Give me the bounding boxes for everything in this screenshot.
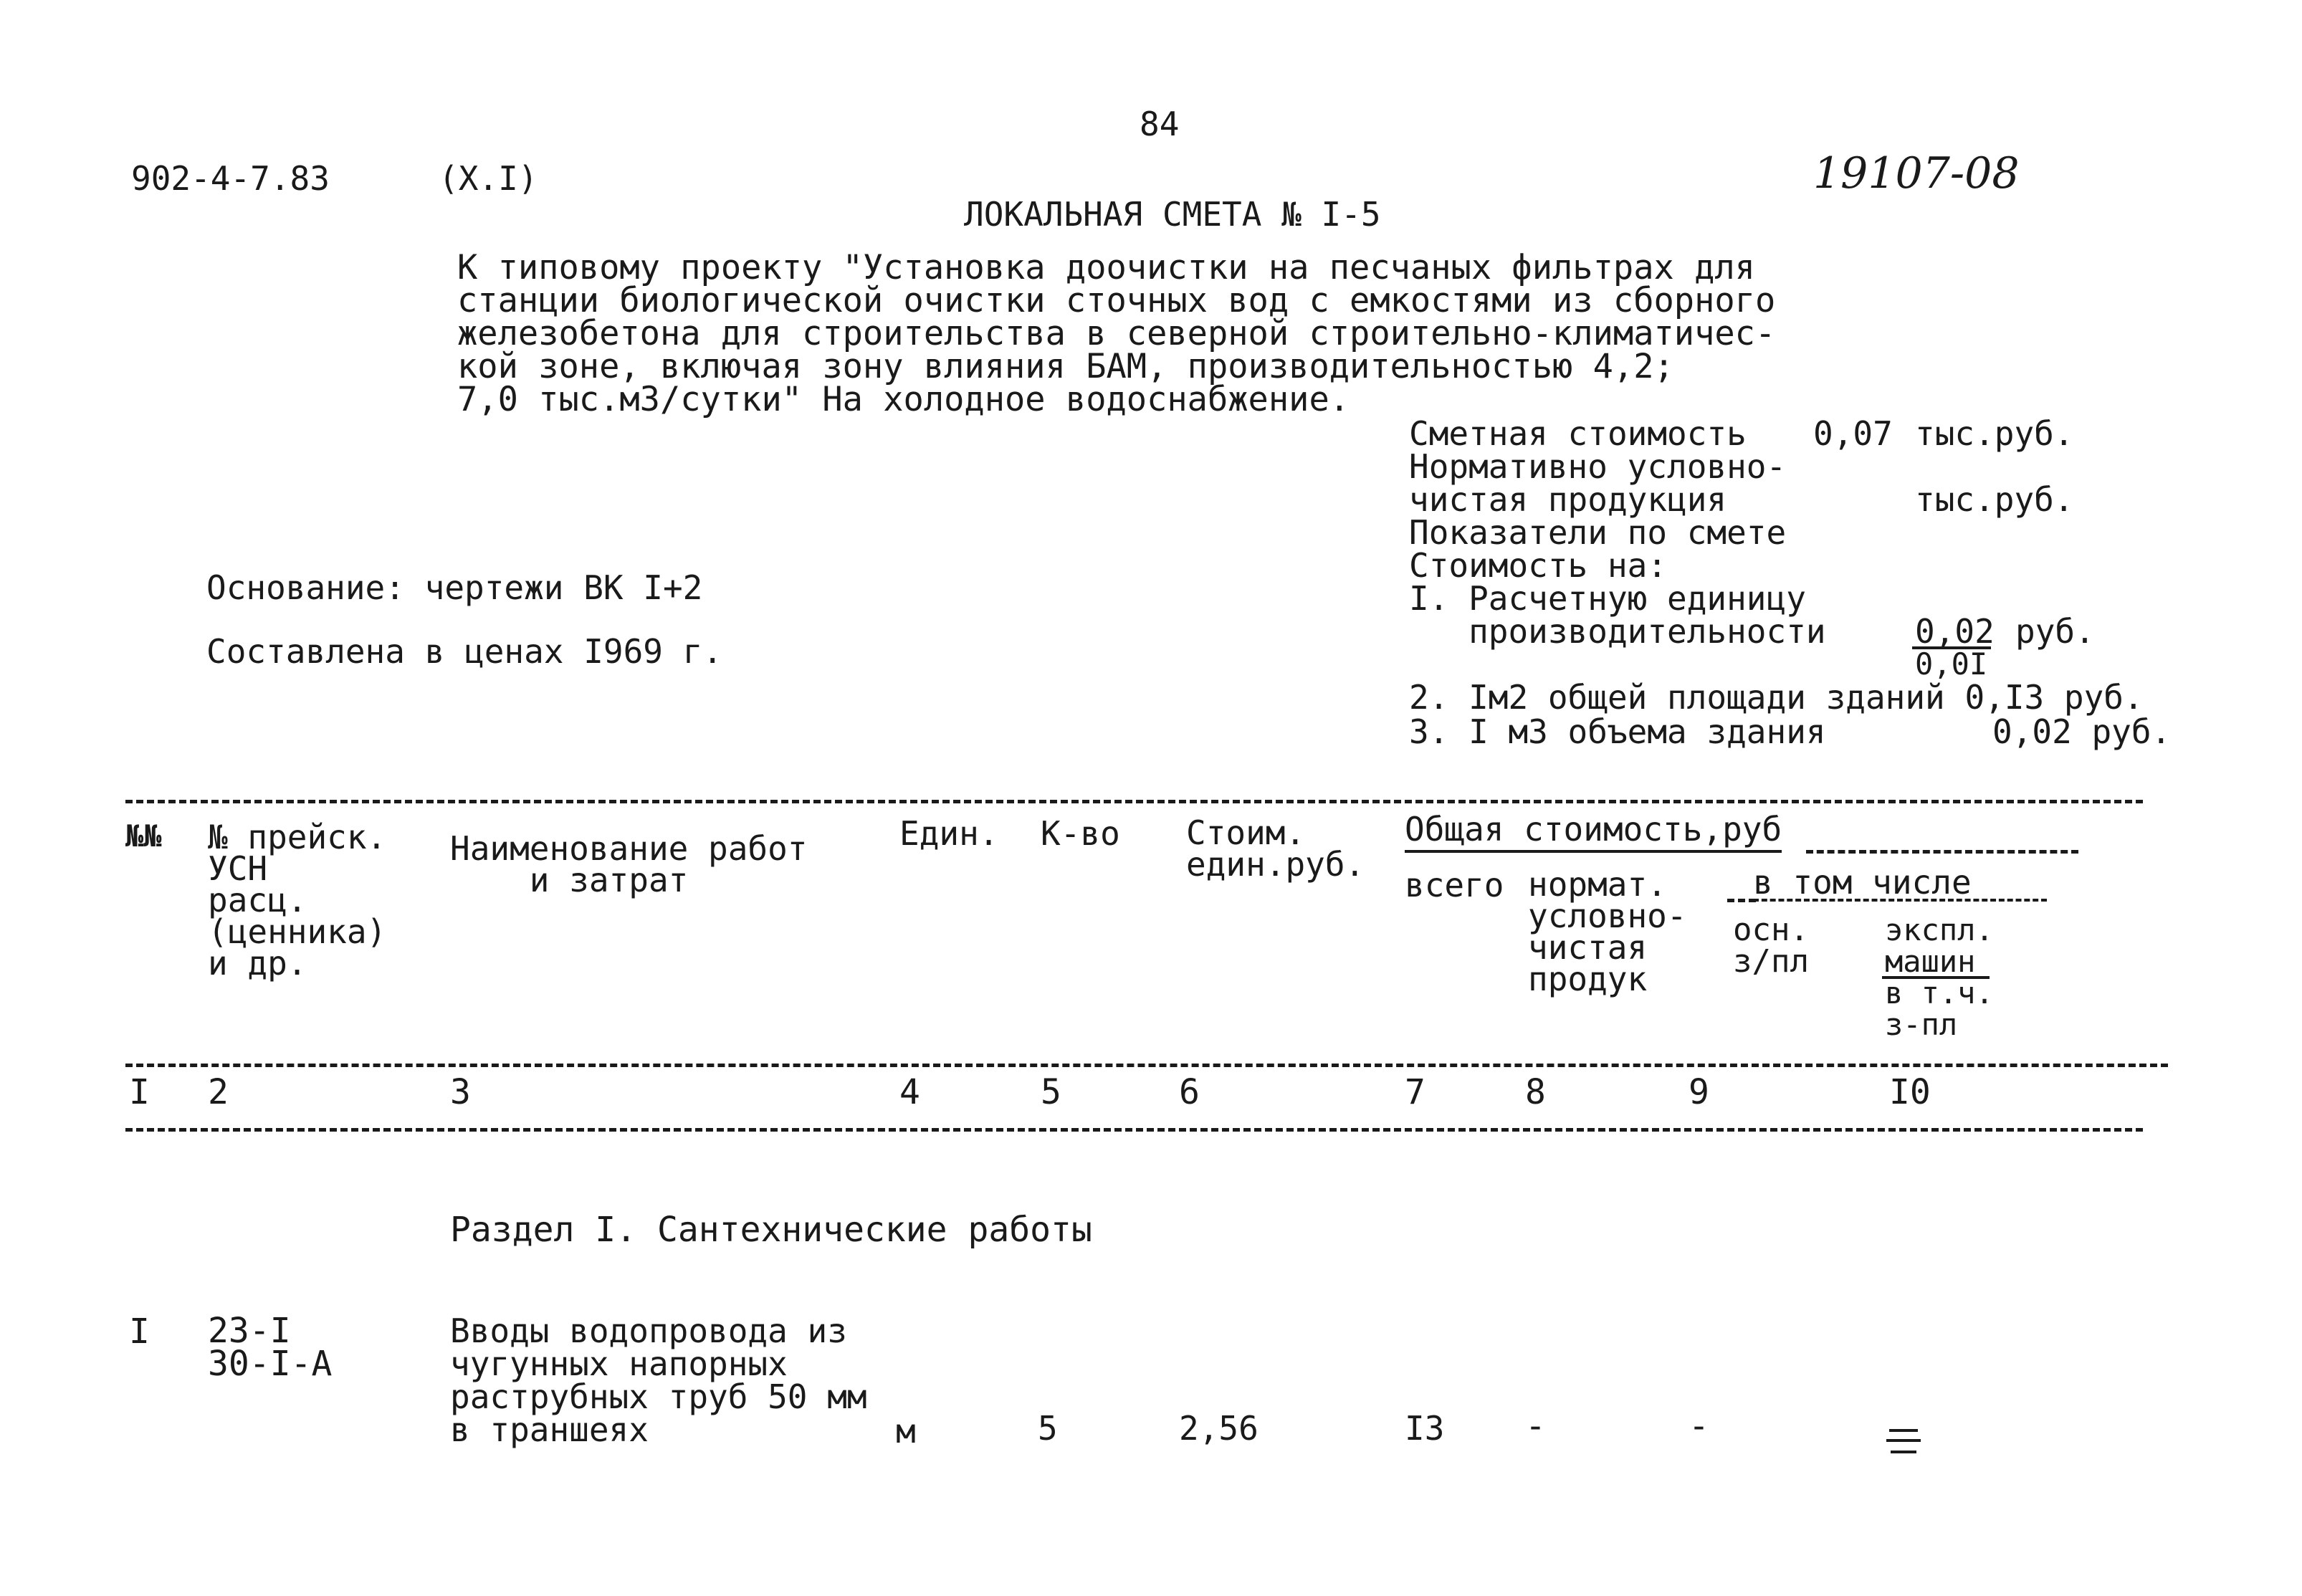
header-unit: Един. xyxy=(899,814,999,853)
document-code: 902-4-7.83 xyxy=(131,159,330,198)
header-row-number: №№ xyxy=(125,818,162,854)
indicator-2: 2. Iм2 общей площади зданий 0,I3 руб. xyxy=(1409,678,2144,717)
column-number-6: 6 xyxy=(1179,1072,1200,1112)
cost-value: 0,07 xyxy=(1813,414,1893,453)
header-total-all: всего xyxy=(1405,866,1504,904)
page-number: 84 xyxy=(1140,105,1180,143)
column-number-10: I0 xyxy=(1889,1072,1931,1112)
row-1-unit-cost: 2,56 xyxy=(1179,1409,1259,1448)
basis-line: Основание: чертежи ВК I+2 xyxy=(206,568,703,607)
indicator-3-label: 3. I м3 объема здания xyxy=(1409,712,1826,751)
row-1-code: 23-I 30-I-А xyxy=(208,1311,333,1384)
table-top-rule xyxy=(125,800,2143,803)
header-incl-right-rule xyxy=(1753,899,2047,902)
column-number-1: I xyxy=(129,1072,150,1112)
header-net-production: нормат. условно- чистая продук xyxy=(1528,865,1687,998)
header-unit-cost: Стоим. един.руб. xyxy=(1186,813,1365,884)
column-number-7: 7 xyxy=(1405,1072,1425,1112)
cost-label: Сметная стоимость xyxy=(1409,414,1747,453)
row-1-base-wage: - xyxy=(1689,1406,1709,1446)
column-number-4: 4 xyxy=(899,1072,920,1112)
row-1-number: I xyxy=(129,1311,150,1352)
header-incl-left-rule xyxy=(1727,899,1756,902)
header-price-code: № прейск. УСН расц. (ценника) и др. xyxy=(208,818,387,983)
net-production-label: Нормативно условно- чистая продукция xyxy=(1409,447,1787,519)
column-number-3: 3 xyxy=(450,1072,471,1112)
header-work-name: Наименование работ и затрат xyxy=(450,829,808,899)
indicator-1-label: I. Расчетную единицу производительности xyxy=(1409,579,1826,651)
header-machines-rule xyxy=(1882,976,1990,979)
column-number-5: 5 xyxy=(1041,1072,1061,1112)
row-1-quantity: 5 xyxy=(1038,1409,1058,1448)
indicator-1-unit: руб. xyxy=(2015,612,2095,651)
header-quantity: К-во xyxy=(1041,814,1120,853)
header-machines: экспл. машин в т.ч. з-пл xyxy=(1885,912,1994,1042)
project-description: К типовому проекту "Установка доочистки на песчаных фильтрах для станции биологической очистки сточных вод с емкостями из сборного железобетона для строительства в северной строительно-климатичес- кой зоне, включая зону влияния БАМ, производительностью 4,2; 7,0 тыс.м3/сутки" На холодное водоснабжение. xyxy=(457,248,1776,419)
row-1-machines-dash-3 xyxy=(1891,1451,1916,1453)
header-including: в том числе xyxy=(1753,863,1972,902)
indicators-label: Показатели по смете Стоимость на: xyxy=(1409,513,1787,585)
row-1-net-production: - xyxy=(1525,1406,1546,1446)
header-total-cost xyxy=(1405,810,1782,849)
prices-line: Составлена в ценах I969 г. xyxy=(206,632,723,671)
estimate-title: ЛОКАЛЬНАЯ СМЕТА № I-5 xyxy=(964,195,1381,234)
cost-unit: тыс.руб. xyxy=(1915,414,2074,453)
column-number-8: 8 xyxy=(1525,1072,1546,1112)
column-numbers-bottom-rule xyxy=(125,1128,2143,1132)
indicator-1-value-top: 0,02 xyxy=(1915,612,1995,651)
column-number-2: 2 xyxy=(208,1072,229,1112)
sheet-label: (X.I) xyxy=(439,159,538,198)
header-base-wage: осн. з/пл xyxy=(1733,912,1809,980)
row-1-unit: м xyxy=(896,1412,916,1451)
row-1-machines-dash-2 xyxy=(1886,1439,1921,1442)
row-1-total: I3 xyxy=(1405,1409,1445,1448)
row-1-work-name: Вводы водопровода из чугунных напорных раструбных труб 50 мм в траншеях xyxy=(450,1311,867,1449)
indicator-3-value: 0,02 руб. xyxy=(1992,712,2172,751)
table-header-bottom-rule xyxy=(125,1064,2168,1067)
section-title: Раздел I. Сантехнические работы xyxy=(450,1210,1092,1250)
row-1-machines-dash-1 xyxy=(1889,1429,1918,1432)
indicator-1-value-bottom: 0,0I xyxy=(1915,646,1988,682)
column-number-9: 9 xyxy=(1689,1072,1709,1112)
header-total-tail-rule xyxy=(1806,850,2078,854)
net-production-unit: тыс.руб. xyxy=(1915,480,2074,519)
handwritten-code: 19107-08 xyxy=(1813,148,2020,199)
header-total-cost-text: Общая стоимость,руб xyxy=(1405,810,1782,853)
